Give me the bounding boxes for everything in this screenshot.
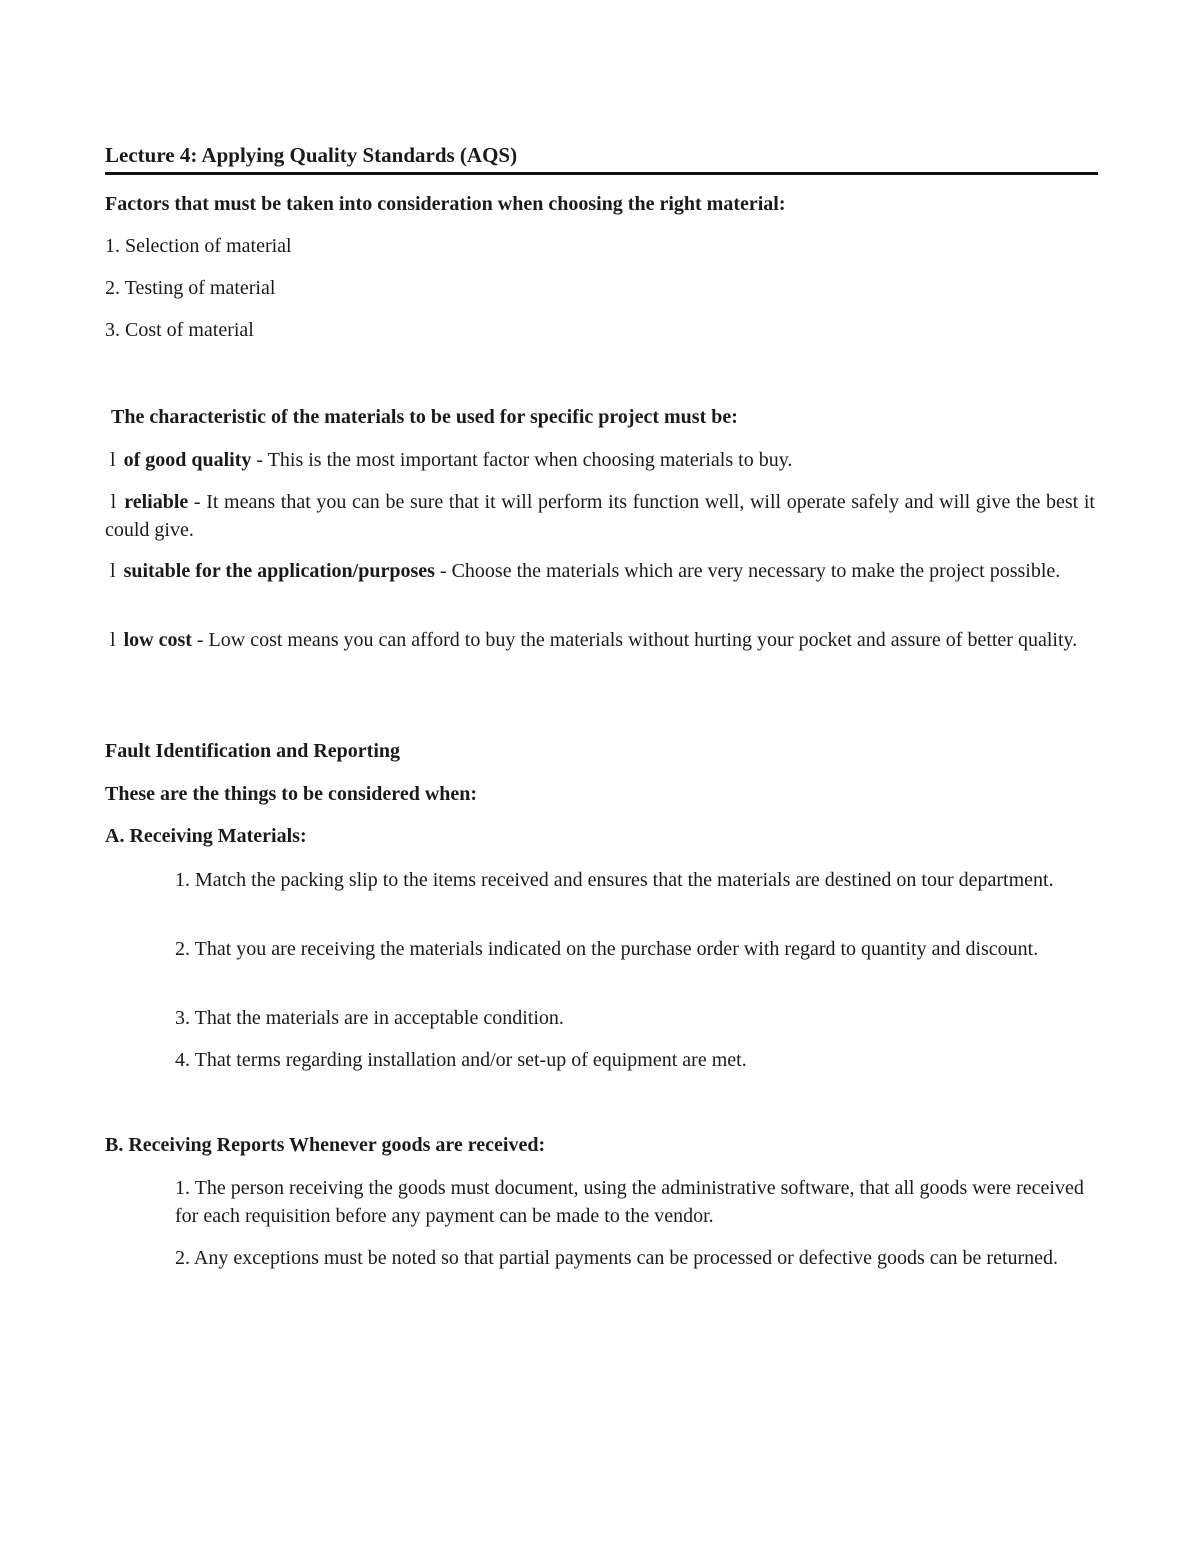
characteristic-desc: - It means that you can be sure that it will perform its function well, will operate safely and will give the best it could give. xyxy=(105,491,1095,541)
bullet-icon: l xyxy=(110,491,117,513)
receiving-materials-item: 4. That terms regarding installation and/or set-up of equipment are met. xyxy=(175,1049,747,1071)
receiving-materials-item: 2. That you are receiving the materials indicated on the purchase order with regard to quantity and discount. xyxy=(175,938,1039,960)
characteristic-desc: - Choose the materials which are very necessary to make the project possible. xyxy=(434,560,1061,582)
bullet-icon: l xyxy=(110,449,116,471)
receiving-materials-heading: A. Receiving Materials: xyxy=(105,825,307,847)
fault-subheading: These are the things to be considered when: xyxy=(105,783,478,805)
bullet-icon: l xyxy=(110,560,116,582)
characteristic-term: reliable xyxy=(124,491,189,513)
characteristic-term: low cost xyxy=(123,629,192,651)
factor-item: 2. Testing of material xyxy=(105,277,276,299)
receiving-materials-item: 3. That the materials are in acceptable condition. xyxy=(175,1007,564,1029)
factor-item: 1. Selection of material xyxy=(105,235,292,257)
characteristic-item xyxy=(105,557,1095,585)
fault-heading: Fault Identification and Reporting xyxy=(105,740,401,762)
characteristics-heading: The characteristic of the materials to be used for specific project must be: xyxy=(111,406,738,428)
title-divider xyxy=(105,172,1098,175)
receiving-reports-heading: B. Receiving Reports Whenever goods are received: xyxy=(105,1134,546,1156)
characteristic-item xyxy=(105,626,1095,654)
receiving-reports-item: 1. The person receiving the goods must document, using the administrative software, that all goods were received for each requisition before any payment can be made to the vendor. xyxy=(175,1177,1084,1227)
receiving-materials-item: 1. Match the packing slip to the items received and ensures that the materials are destined on tour department. xyxy=(175,869,1054,891)
characteristic-term: suitable for the application/purposes xyxy=(123,560,435,582)
page-title: Lecture 4: Applying Quality Standards (AQS) xyxy=(105,143,518,167)
characteristic-item xyxy=(105,446,1095,474)
factors-heading: Factors that must be taken into consideration when choosing the right material: xyxy=(105,193,786,215)
characteristic-term: of good quality xyxy=(123,449,252,471)
characteristic-desc: - This is the most important factor when choosing materials to buy. xyxy=(251,449,793,471)
bullet-icon: l xyxy=(110,629,116,651)
factor-item: 3. Cost of material xyxy=(105,319,254,341)
characteristic-item xyxy=(105,488,1095,544)
receiving-reports-item: 2. Any exceptions must be noted so that partial payments can be processed or defective goods can be returned. xyxy=(175,1247,1059,1269)
characteristic-desc: - Low cost means you can afford to buy the materials without hurting your pocket and assure of better quality. xyxy=(191,629,1078,651)
